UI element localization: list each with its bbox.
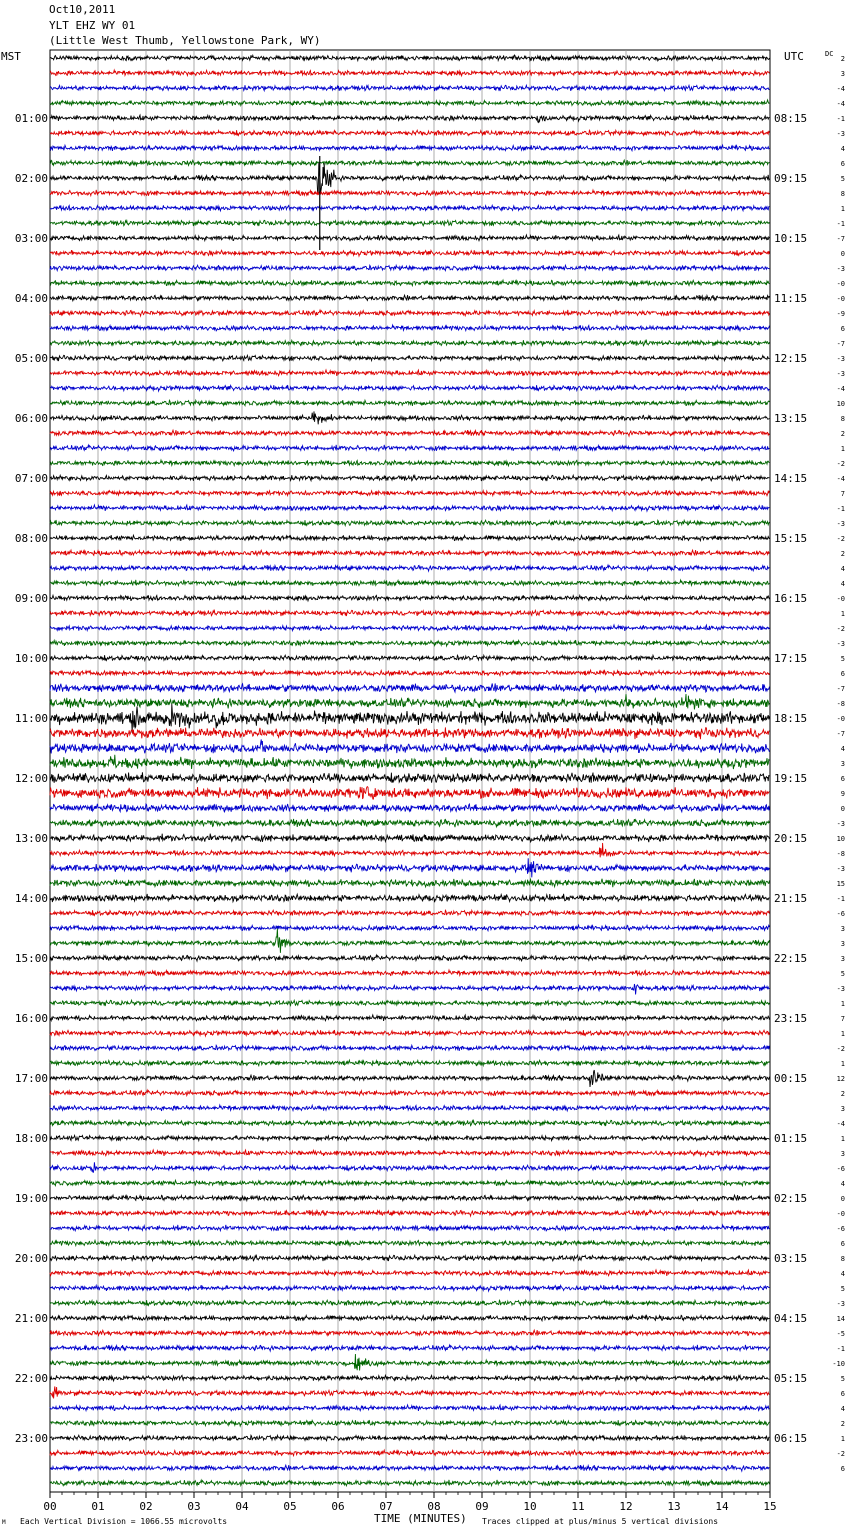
dc-offset-value: -0 — [836, 295, 845, 303]
dc-offset-value: -3 — [836, 355, 845, 363]
dc-offset-value: 8 — [840, 415, 845, 423]
seismic-trace — [50, 1420, 769, 1426]
dc-offset-value: 6 — [840, 1465, 845, 1473]
seismic-trace — [50, 355, 769, 361]
x-tick-label: 11 — [571, 1500, 585, 1513]
dc-offset-value: 4 — [840, 580, 845, 588]
seismic-trace — [50, 1465, 769, 1471]
seismic-trace — [50, 1315, 769, 1321]
utc-hour-label: 16:15 — [774, 592, 808, 605]
dc-offset-value: -3 — [836, 520, 845, 528]
seismic-trace — [50, 739, 769, 753]
dc-offset-value: -8 — [836, 700, 845, 708]
mst-hour-label: 09:00 — [14, 592, 48, 605]
seismic-trace — [50, 955, 769, 961]
utc-hour-label: 05:15 — [774, 1372, 808, 1385]
dc-offset-value: -4 — [836, 100, 845, 108]
dc-offset-value: -6 — [836, 1165, 845, 1173]
mst-hour-label: 13:00 — [14, 832, 48, 845]
dc-offset-value: -0 — [836, 1210, 845, 1218]
seismic-trace — [50, 1240, 769, 1246]
mst-hour-label: 18:00 — [14, 1132, 48, 1145]
dc-offset-value: 6 — [840, 775, 845, 783]
mst-hour-label: 05:00 — [14, 352, 48, 365]
mst-hour-label: 03:00 — [14, 232, 48, 245]
mst-hour-label: 15:00 — [14, 952, 48, 965]
utc-hour-label: 13:15 — [774, 412, 808, 425]
utc-hour-label: 03:15 — [774, 1252, 808, 1265]
dc-offset-value: 1 — [840, 205, 845, 213]
dc-offset-value: 5 — [840, 970, 845, 978]
seismic-trace — [50, 595, 769, 601]
dc-offset-value: -2 — [836, 1045, 845, 1053]
dc-offset-value: -7 — [836, 340, 845, 348]
x-tick-label: 10 — [523, 1500, 537, 1513]
utc-hour-label: 11:15 — [774, 292, 808, 305]
dc-offset-value: -4 — [836, 475, 845, 483]
x-tick-label: 07 — [379, 1500, 393, 1513]
dc-offset-value: -4 — [836, 1120, 845, 1128]
seismic-trace — [50, 55, 769, 61]
seismic-trace — [50, 1070, 769, 1087]
mst-hour-label: 02:00 — [14, 172, 48, 185]
dc-offset-value: -3 — [836, 265, 845, 273]
seismic-trace — [50, 1060, 769, 1065]
dc-offset-value: -6 — [836, 1225, 845, 1233]
seismic-trace — [50, 1255, 769, 1261]
seismic-trace — [50, 1195, 769, 1200]
dc-offset-value: -6 — [836, 910, 845, 918]
seismic-trace — [50, 265, 769, 271]
dc-offset-header: DC — [825, 50, 834, 58]
x-axis-title: TIME (MINUTES) — [374, 1512, 467, 1525]
mst-hour-label: 19:00 — [14, 1192, 48, 1205]
dc-offset-value: 10 — [836, 835, 845, 843]
seismic-trace — [50, 370, 769, 376]
seismic-trace — [50, 894, 769, 902]
seismic-trace — [50, 190, 769, 196]
utc-hour-label: 08:15 — [774, 112, 808, 125]
seismic-trace — [50, 610, 769, 616]
seismic-trace — [50, 694, 769, 709]
dc-offset-value: 0 — [840, 250, 845, 258]
dc-offset-value: 1 — [840, 1030, 845, 1038]
dc-offset-value: 2 — [840, 55, 845, 63]
seismic-trace — [50, 804, 769, 812]
mst-hour-label: 10:00 — [14, 652, 48, 665]
dc-offset-value: -2 — [836, 460, 845, 468]
seismic-trace — [50, 145, 769, 151]
dc-offset-value: 3 — [840, 925, 845, 933]
mst-hour-label: 16:00 — [14, 1012, 48, 1025]
seismic-trace — [50, 929, 769, 953]
dc-offset-value: 4 — [840, 565, 845, 573]
seismic-trace — [50, 1386, 769, 1398]
utc-hour-label: 20:15 — [774, 832, 808, 845]
seismic-trace — [50, 683, 769, 692]
x-tick-label: 14 — [715, 1500, 729, 1513]
dc-offset-value: -4 — [836, 85, 845, 93]
seismic-trace — [50, 1180, 769, 1186]
seismic-trace — [50, 1225, 769, 1231]
dc-offset-value: -10 — [832, 1360, 845, 1368]
seismic-trace — [50, 858, 769, 877]
seismic-trace — [50, 1270, 769, 1276]
mst-hour-label: 08:00 — [14, 532, 48, 545]
dc-offset-value: 1 — [840, 1135, 845, 1143]
dc-offset-value: 1 — [840, 1060, 845, 1068]
mst-hour-label: 01:00 — [14, 112, 48, 125]
utc-hour-label: 01:15 — [774, 1132, 808, 1145]
dc-offset-value: -1 — [836, 220, 845, 228]
dc-offset-value: 3 — [840, 955, 845, 963]
dc-offset-value: 15 — [836, 880, 845, 888]
mst-hour-label: 17:00 — [14, 1072, 48, 1085]
utc-hour-label: 12:15 — [774, 352, 808, 365]
dc-offset-value: 14 — [836, 1315, 845, 1323]
dc-offset-value: 3 — [840, 70, 845, 78]
dc-offset-value: -3 — [836, 820, 845, 828]
seismic-trace — [50, 295, 769, 301]
seismic-trace — [50, 1162, 769, 1172]
dc-offset-value: -1 — [836, 505, 845, 513]
utc-hour-label: 04:15 — [774, 1312, 808, 1325]
utc-hour-label: 10:15 — [774, 232, 808, 245]
dc-offset-value: 5 — [840, 175, 845, 183]
dc-offset-value: 6 — [840, 325, 845, 333]
dc-offset-value: -3 — [836, 640, 845, 648]
dc-offset-value: 2 — [840, 550, 845, 558]
seismic-trace — [50, 670, 769, 676]
x-tick-label: 06 — [331, 1500, 345, 1513]
dc-offset-value: 3 — [840, 1150, 845, 1158]
left-timezone-label: MST — [1, 50, 21, 63]
seismic-trace — [50, 460, 769, 466]
seismic-trace — [50, 580, 769, 586]
dc-offset-value: 4 — [840, 1405, 845, 1413]
dc-offset-value: -7 — [836, 685, 845, 693]
corner-mark: M — [2, 1519, 6, 1526]
dc-offset-value: -3 — [836, 865, 845, 873]
mst-hour-label: 06:00 — [14, 412, 48, 425]
seismic-trace — [50, 550, 769, 555]
seismic-trace — [50, 160, 769, 165]
dc-offset-value: 5 — [840, 1285, 845, 1293]
dc-offset-value: 4 — [840, 1180, 845, 1188]
seismic-trace — [50, 755, 769, 769]
seismic-trace — [50, 250, 769, 256]
station-location: (Little West Thumb, Yellowstone Park, WY) — [49, 34, 321, 47]
dc-offset-value: -8 — [836, 850, 845, 858]
dc-offset-value: 2 — [840, 1090, 845, 1098]
dc-offset-value: 6 — [840, 670, 845, 678]
x-tick-label: 05 — [283, 1500, 297, 1513]
dc-offset-value: -5 — [836, 1330, 845, 1338]
seismic-trace — [50, 565, 769, 571]
dc-offset-value: 4 — [840, 1270, 845, 1278]
seismic-trace — [50, 1045, 769, 1051]
seismic-trace — [50, 925, 769, 931]
seismic-trace — [50, 1435, 769, 1441]
utc-hour-label: 15:15 — [774, 532, 808, 545]
scale-note: Each Vertical Division = 1066.55 microvolts — [20, 1517, 228, 1526]
x-tick-label: 09 — [475, 1500, 489, 1513]
dc-offset-value: -0 — [836, 715, 845, 723]
mst-hour-label: 14:00 — [14, 892, 48, 905]
dc-offset-value: 5 — [840, 1375, 845, 1383]
dc-offset-value: -9 — [836, 310, 845, 318]
dc-offset-value: -1 — [836, 115, 845, 123]
dc-offset-value: 4 — [840, 145, 845, 153]
dc-offset-value: 3 — [840, 940, 845, 948]
seismic-trace — [50, 411, 769, 424]
seismic-trace — [50, 70, 769, 76]
seismic-trace — [50, 115, 769, 123]
seismic-trace — [50, 1405, 769, 1411]
dc-offset-value: 4 — [840, 745, 845, 753]
seismic-trace — [50, 1450, 769, 1455]
seismic-trace — [50, 1285, 769, 1291]
dc-offset-value: -7 — [836, 730, 845, 738]
dc-offset-value: -3 — [836, 130, 845, 138]
seismic-trace — [50, 400, 769, 406]
x-tick-label: 03 — [187, 1500, 201, 1513]
seismic-trace — [50, 100, 769, 106]
seismic-trace — [50, 85, 769, 91]
dc-offset-value: 3 — [840, 760, 845, 768]
utc-hour-label: 23:15 — [774, 1012, 808, 1025]
clip-note: Traces clipped at plus/minus 5 vertical divisions — [482, 1517, 719, 1526]
dc-offset-value: 6 — [840, 1240, 845, 1248]
x-tick-label: 08 — [427, 1500, 441, 1513]
seismic-trace — [50, 772, 769, 783]
seismic-trace — [50, 1090, 769, 1096]
utc-hour-label: 18:15 — [774, 712, 808, 725]
seismic-trace — [50, 1345, 769, 1351]
dc-offset-value: -3 — [836, 985, 845, 993]
seismic-trace — [50, 430, 769, 436]
seismic-trace — [50, 1120, 769, 1126]
dc-offset-value: -1 — [836, 895, 845, 903]
dc-offset-value: 8 — [840, 1255, 845, 1263]
right-timezone-label: UTC — [784, 50, 804, 63]
utc-hour-label: 00:15 — [774, 1072, 808, 1085]
seismic-trace — [50, 1015, 769, 1021]
x-tick-label: 01 — [91, 1500, 105, 1513]
dc-offset-value: 2 — [840, 1420, 845, 1428]
seismic-trace — [50, 1480, 769, 1486]
seismic-trace — [50, 130, 769, 135]
dc-offset-value: 2 — [840, 430, 845, 438]
mst-hour-label: 22:00 — [14, 1372, 48, 1385]
seismic-trace — [50, 655, 769, 661]
seismic-trace — [50, 385, 769, 391]
seismic-trace — [50, 1354, 769, 1370]
utc-hour-label: 22:15 — [774, 952, 808, 965]
seismic-trace — [50, 490, 769, 496]
seismic-trace — [50, 475, 769, 481]
mst-hour-label: 12:00 — [14, 772, 48, 785]
seismic-trace — [50, 843, 769, 857]
dc-offset-value: 3 — [840, 1105, 845, 1113]
x-tick-label: 13 — [667, 1500, 681, 1513]
dc-offset-value: 1 — [840, 1000, 845, 1008]
dc-offset-value: 1 — [840, 445, 845, 453]
dc-offset-value: -3 — [836, 1300, 845, 1308]
x-tick-label: 15 — [763, 1500, 777, 1513]
dc-offset-value: -2 — [836, 535, 845, 543]
dc-offset-value: 1 — [840, 610, 845, 618]
seismic-trace — [50, 1300, 769, 1306]
seismic-trace — [50, 1330, 769, 1335]
utc-hour-label: 19:15 — [774, 772, 808, 785]
seismic-trace — [50, 340, 769, 346]
dc-offset-value: 9 — [840, 790, 845, 798]
mst-hour-label: 07:00 — [14, 472, 48, 485]
seismic-trace — [50, 879, 769, 887]
seismic-trace — [50, 984, 769, 994]
seismic-trace — [50, 205, 769, 211]
dc-offset-value: 10 — [836, 400, 845, 408]
seismic-trace — [50, 220, 769, 226]
seismic-trace — [50, 310, 769, 316]
utc-hour-label: 17:15 — [774, 652, 808, 665]
seismic-trace — [50, 445, 769, 451]
seismic-trace — [50, 1375, 769, 1381]
seismic-trace — [50, 1210, 769, 1216]
record-date: Oct10,2011 — [49, 3, 116, 16]
dc-offset-value: 6 — [840, 160, 845, 168]
dc-offset-value: -3 — [836, 370, 845, 378]
dc-offset-value: 5 — [840, 655, 845, 663]
seismic-trace — [50, 1105, 769, 1111]
mst-hour-label: 23:00 — [14, 1432, 48, 1445]
dc-offset-value: 1 — [840, 1435, 845, 1443]
seismic-trace — [50, 910, 769, 916]
seismic-trace — [50, 163, 769, 193]
seismic-trace — [50, 834, 769, 843]
mst-hour-label: 21:00 — [14, 1312, 48, 1325]
seismic-trace — [50, 640, 769, 646]
dc-offset-value: -0 — [836, 280, 845, 288]
seismic-trace — [50, 625, 769, 631]
seismic-trace — [50, 280, 769, 285]
x-tick-label: 04 — [235, 1500, 249, 1513]
seismic-trace — [50, 235, 769, 241]
dc-offset-value: -7 — [836, 235, 845, 243]
utc-hour-label: 09:15 — [774, 172, 808, 185]
utc-hour-label: 21:15 — [774, 892, 808, 905]
station-code: YLT EHZ WY 01 — [49, 19, 136, 32]
dc-offset-value: 7 — [840, 1015, 845, 1023]
x-tick-label: 12 — [619, 1500, 633, 1513]
dc-offset-value: 0 — [840, 805, 845, 813]
utc-hour-label: 14:15 — [774, 472, 808, 485]
dc-offset-value: 8 — [840, 190, 845, 198]
seismic-trace — [50, 1150, 769, 1156]
seismic-trace — [50, 1135, 769, 1141]
x-tick-label: 02 — [139, 1500, 153, 1513]
seismic-trace — [50, 325, 769, 331]
dc-offset-value: -1 — [836, 1345, 845, 1353]
seismic-trace — [50, 520, 769, 526]
dc-offset-value: 0 — [840, 1195, 845, 1203]
seismic-trace — [50, 727, 769, 739]
seismic-trace — [50, 505, 769, 511]
seismic-trace — [50, 1000, 769, 1006]
seismic-trace — [50, 535, 769, 541]
dc-offset-value: 7 — [840, 490, 845, 498]
dc-offset-value: -0 — [836, 595, 845, 603]
utc-hour-label: 02:15 — [774, 1192, 808, 1205]
dc-offset-value: 12 — [836, 1075, 845, 1083]
seismic-trace — [50, 787, 769, 800]
dc-offset-value: -2 — [836, 1450, 845, 1458]
x-tick-label: 00 — [43, 1500, 57, 1513]
seismic-trace — [50, 970, 769, 976]
dc-offset-value: 6 — [840, 1390, 845, 1398]
dc-offset-value: -2 — [836, 625, 845, 633]
seismic-trace — [50, 819, 769, 827]
mst-hour-label: 04:00 — [14, 292, 48, 305]
seismic-trace — [50, 1030, 769, 1036]
mst-hour-label: 20:00 — [14, 1252, 48, 1265]
mst-hour-label: 11:00 — [14, 712, 48, 725]
dc-offset-value: -4 — [836, 385, 845, 393]
utc-hour-label: 06:15 — [774, 1432, 808, 1445]
